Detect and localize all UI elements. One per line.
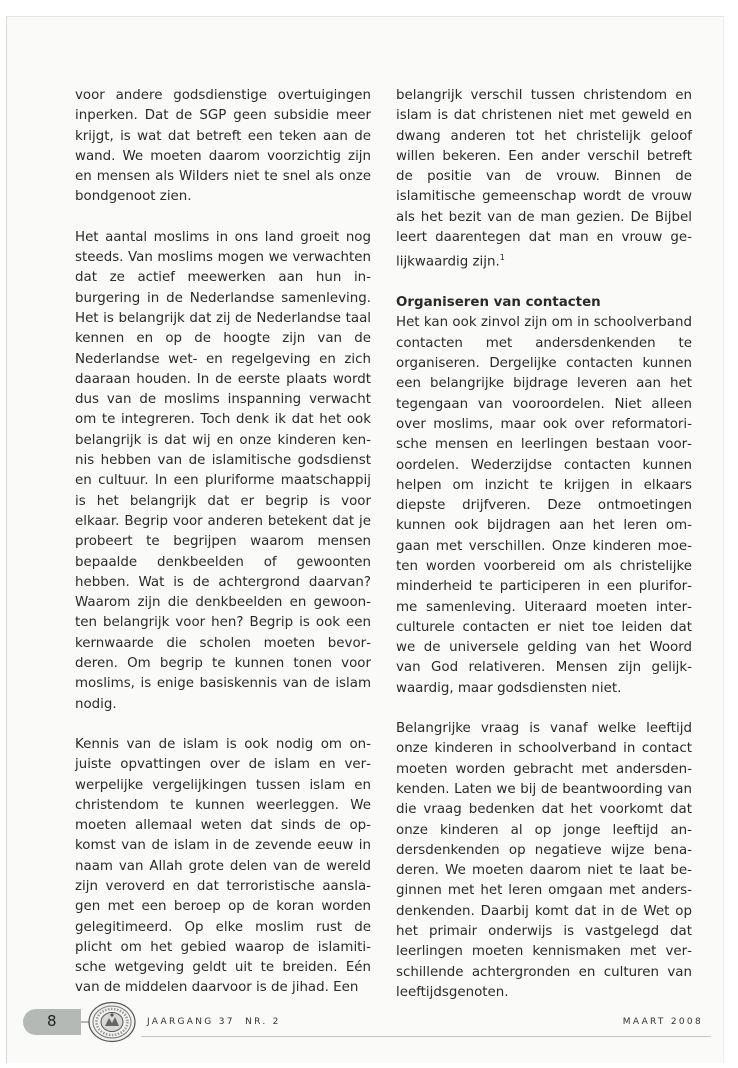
document-page: [6, 16, 724, 1063]
left-paragraph-2: Het aantal moslims in ons land groeit nog steeds. Van moslims mogen we verwachten dat ze actief meewerken aan hun inburgering in de Nederlandse samenleving. Het is belangrijk dat zij de Nederlandse taal kennen en op de hoogte zijn van de Nederlandse wet- en regelgeving en zich daaraan houden. In de eerste plaats wordt dus van de moslims inspanning verwacht om te integreren. Toch denk ik dat het ook belangrijk is dat wij en onze kinderen kennis hebben van de islamitische godsdienst en cultuur. In een pluriforme maatschappij is het belangrijk dat er begrip is voor elkaar. Begrip voor anderen betekent dat je probeert te begrijpen waarom mensen bepaalde denkbeelden of gewoonten hebben. Wat is de achtergrond daarvan? Waarom zijn die denkbeelden en gewoonten belangrijk voor hen? Begrip is ook een kernwaarde die scholen moeten bevorderen. Om begrip te kunnen tonen voor moslims, is enige basiskennis van de islam nodig.: [75, 229, 371, 712]
right-paragraph-1: [396, 86, 692, 273]
footer-rule: [141, 1036, 711, 1037]
left-paragraph-1: voor andere godsdienstige overtuigingen inperken. Dat de SGP geen subsidie meer krijgt, is wat dat betreft een teken aan de wand. We moeten daarom voorzichtig zijn en mensen als Wilders niet te snel als onze bondgenoot zien.: [75, 88, 371, 205]
page-number: 8: [47, 1012, 57, 1030]
footer-date: MAART 2008: [622, 1017, 703, 1027]
footnote-mark: 1: [499, 253, 505, 263]
right-paragraph-2: Het kan ook zinvol zijn om in schoolverband contacten met andersdenkenden te organiseren. Dergelijke contacten kunnen een belangrijke bijdrage leveren aan het tegengaan van vooroordelen. Niet alleen over moslims, maar ook over reformatorische mensen en leerlingen bestaan vooroordelen. Wederzijdse contacten kunnen helpen om inzicht te krijgen in elkaars diepste drijfveren. Deze ontmoetingen kunnen ook bijdragen aan het leren omgaan met verschillen. Onze kinderen moeten worden voorbereid om als christelijke minderheid te participeren in een pluriforme samenleving. Uiteraard moeten interculturele contacten er niet toe leiden dat we de universele gelding van het Woord van God relativeren. Mensen zijn gelijkwaardig, maar godsdiensten niet.: [396, 315, 692, 696]
left-paragraph-3: Kennis van de islam is ook nodig om onjuiste opvattingen over de islam en verwerpelijke vergelijkingen tussen islam en christendom te kunnen weerleggen. We moeten allemaal weten dat sinds de opkomst van de islam in de zevende eeuw in naam van Allah grote delen van de wereld zijn veroverd en dat terroristische aanslagen met een beroep op de koran worden gelegitimeerd. Op elke moslim rust de plicht om het gebied waarop de islamitische wetgeving geldt uit te breiden. Eén van de middelen daarvoor is de jihad. Een: [75, 736, 371, 996]
right-paragraph-1-text: belangrijk verschil tussen christendom en islam is dat christenen niet met geweld en dwang anderen tot het christelijk geloof willen bekeren. Een ander verschil betreft de positie van de vrouw. Binnen de islamitische gemeenschap wordt de vrouw als het bezit van de man gezien. De Bijbel leert daarentegen dat man en vrouw gelijkwaardig zijn.: [396, 88, 692, 270]
seal-logo-icon: [87, 1001, 137, 1043]
left-column: [75, 86, 371, 1019]
footer-volume: JAARGANG 37 NR. 2: [147, 1017, 281, 1027]
right-column: [396, 86, 692, 1023]
right-paragraph-3: Belangrijke vraag is vanaf welke leeftijd onze kinderen in schoolverband in contact moeten worden gebracht met andersdenkenden. Laten we bij de beantwoording van die vraag bedenken dat het voorkomt dat onze kinderen al op jonge leeftijd andersdenkenden op negatieve wijze benaderen. We moeten daarom niet te laat beginnen met het leren omgaan met andersdenkenden. Daarbij komt dat in de Wet op het primair onderwijs is vastgelegd dat leerlingen moeten kennismaken met verschillende achtergronden en culturen van leeftijdsgenoten.: [396, 721, 692, 1000]
page-footer: [23, 1000, 703, 1044]
section-heading: Organiseren van contacten: [396, 295, 601, 311]
